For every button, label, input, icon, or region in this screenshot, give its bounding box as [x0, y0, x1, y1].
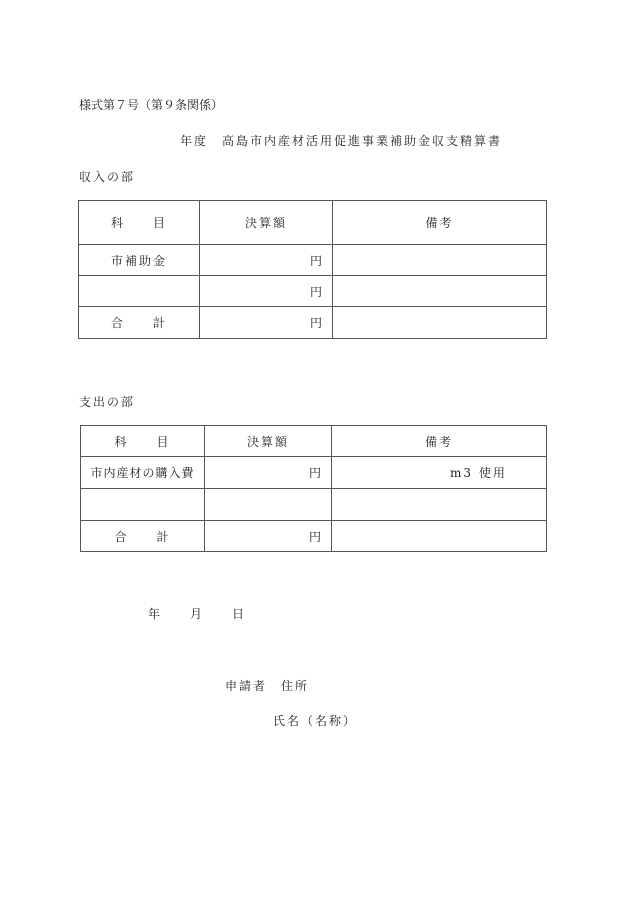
expenditure-section-label: 支出の部 [79, 395, 136, 409]
total-row [81, 521, 547, 552]
income-header-row [79, 201, 547, 245]
income-section-label: 収入の部 [79, 170, 136, 184]
date-line: 年 月 日 [148, 607, 247, 621]
header-item: 科 目 [81, 426, 205, 457]
applicant-address-label: 申請者 住所 [225, 679, 310, 693]
total-row [79, 307, 547, 339]
item-cell[interactable] [81, 489, 205, 521]
header-remark: 備考 [332, 426, 547, 457]
header-remark: 備考 [333, 201, 547, 245]
table-row [81, 489, 547, 521]
remark-cell[interactable] [332, 489, 547, 521]
income-table [78, 200, 547, 339]
amount-cell[interactable]: 円 [200, 245, 333, 276]
item-cell[interactable] [79, 276, 200, 307]
header-amount: 決算額 [205, 426, 332, 457]
item-cell[interactable]: 合 計 [79, 307, 200, 339]
document-title: 年度 高島市内産材活用促進事業補助金収支精算書 [180, 134, 503, 148]
amount-cell[interactable]: 円 [205, 457, 332, 489]
table-row [81, 457, 547, 489]
remark-cell[interactable] [333, 276, 547, 307]
item-cell[interactable]: 市内産材の購入費 [81, 457, 205, 489]
expenditure-table [80, 425, 547, 552]
item-cell[interactable]: 市補助金 [79, 245, 200, 276]
remark-cell[interactable] [332, 521, 547, 552]
table-row [79, 276, 547, 307]
applicant-name-label: 氏名（名称） [273, 714, 358, 728]
item-cell[interactable]: 合 計 [81, 521, 205, 552]
form-number: 様式第７号（第９条関係） [79, 98, 224, 112]
header-item: 科 目 [79, 201, 200, 245]
amount-cell[interactable]: 円 [200, 276, 333, 307]
table-row [79, 245, 547, 276]
remark-cell[interactable] [333, 307, 547, 339]
expenditure-header-row [81, 426, 547, 457]
amount-cell[interactable]: 円 [205, 521, 332, 552]
header-amount: 決算額 [200, 201, 333, 245]
remark-cell[interactable] [333, 245, 547, 276]
remark-cell[interactable]: m3 使用 [332, 457, 547, 489]
amount-cell[interactable]: 円 [200, 307, 333, 339]
amount-cell[interactable] [205, 489, 332, 521]
